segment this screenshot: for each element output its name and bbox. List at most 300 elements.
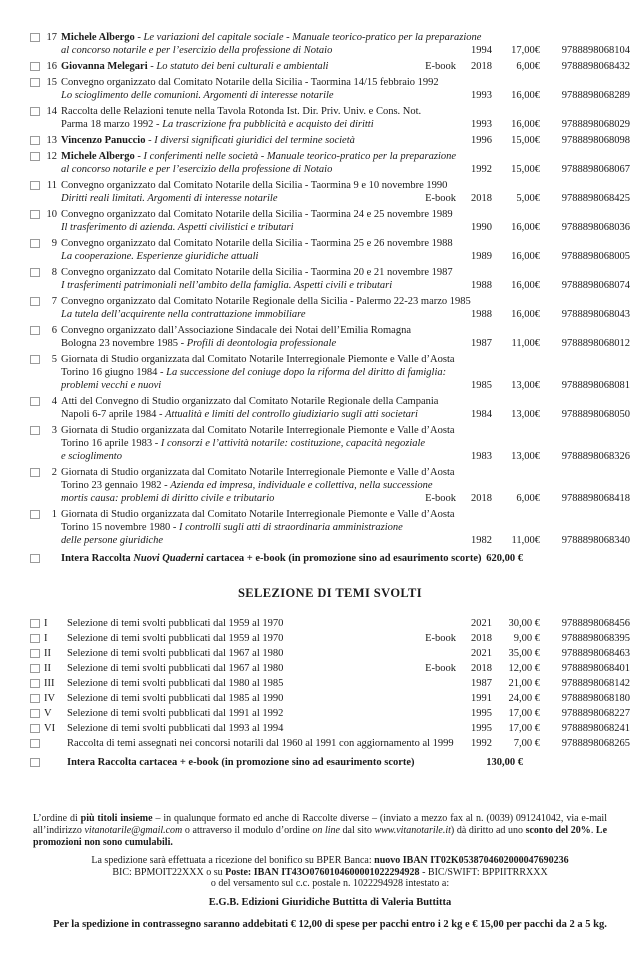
- item-last-line: [61, 379, 630, 392]
- catalog-summary: [30, 552, 630, 565]
- item-title-line: [61, 408, 456, 421]
- item-title-line: [61, 44, 456, 57]
- item-checkbox[interactable]: [30, 468, 40, 477]
- catalog-item-16: [30, 60, 630, 73]
- item-last-line: [61, 534, 630, 547]
- text-segment: Giornata di Studio organizzata dal Comitato Notarile Interregionale Piemonte e Valle d’Aosta: [61, 509, 455, 520]
- summary-price: 130,00 €: [486, 757, 523, 768]
- text-segment: I controlli sugli atti di straordinaria amministrazione: [178, 522, 403, 533]
- summary-line: [67, 756, 630, 770]
- year-value: 1993: [471, 90, 492, 101]
- text-segment: www.vitanotarile.it: [374, 825, 451, 836]
- catalog-item-6: [30, 324, 630, 350]
- isbn-value: 9788898068050: [561, 409, 630, 420]
- year-value: 1982: [471, 535, 492, 546]
- price-value: 16,00€: [511, 222, 540, 233]
- item-title-line: [61, 179, 630, 192]
- item-title-line: [61, 89, 456, 102]
- text-segment: Convegno organizzato dall’Associazione Sindacale dei Notai dell’Emilia Romagna: [61, 325, 411, 336]
- text-segment: Michele Albergo: [61, 32, 135, 43]
- text-segment: Le promozioni non sono cumulabili.: [33, 825, 608, 848]
- text-segment: Giornata di Studio organizzata dal Comitato Notarile Interregionale Piemonte e Valle d’Aosta: [61, 354, 455, 365]
- item-checkbox[interactable]: [30, 152, 40, 161]
- item-last-line: [67, 677, 630, 691]
- format-label: E-book: [425, 193, 456, 204]
- text-segment: I diversi significati giuridici del termine società: [154, 135, 355, 146]
- catalog-item-9: [30, 237, 630, 263]
- catalog-item-17: [30, 31, 630, 57]
- item-checkbox[interactable]: [30, 181, 40, 190]
- price-value: 6,00€: [516, 61, 540, 72]
- item-title-line: [61, 308, 456, 321]
- year-value: 1987: [471, 338, 492, 349]
- item-last-line: [67, 692, 630, 706]
- selection-summary: [30, 756, 630, 770]
- text-segment: on line: [312, 825, 340, 836]
- price-value: 17,00 €: [508, 708, 540, 719]
- item-checkbox[interactable]: [30, 297, 40, 306]
- item-last-line: [61, 118, 630, 131]
- catalog-item-2: [30, 466, 630, 505]
- price-value: 12,00 €: [508, 663, 540, 674]
- item-number: 5: [51, 354, 57, 365]
- item-checkbox[interactable]: [30, 739, 40, 748]
- item-title-line: [61, 163, 456, 176]
- isbn-value: 9788898068142: [561, 678, 630, 689]
- item-last-line: [61, 279, 630, 292]
- item-checkbox[interactable]: [30, 724, 40, 733]
- item-title-line: [61, 395, 630, 408]
- item-title-line: Raccolta di temi assegnati nei concorsi notarili dal 1960 al 1991 con aggiornamento al 1999: [67, 738, 454, 749]
- price-value: 21,00 €: [508, 678, 540, 689]
- selection-section-title: SELEZIONE DI TEMI SVOLTI: [237, 586, 423, 600]
- text-segment: -: [134, 32, 144, 43]
- isbn-value: 9788898068401: [561, 663, 630, 674]
- year-value: 1995: [471, 723, 492, 734]
- format-label: E-book: [425, 493, 456, 504]
- selection-item-IV: [30, 692, 630, 706]
- price-value: 16,00€: [511, 90, 540, 101]
- price-value: 5,00€: [516, 193, 540, 204]
- item-last-line: [61, 450, 630, 463]
- text-segment: I trasferimenti patrimoniali nell’ambito della famiglia. Aspetti civili e tributari: [61, 280, 393, 291]
- year-value: 2018: [471, 663, 492, 674]
- text-segment: Intera Raccolta: [61, 553, 134, 564]
- item-last-line: [61, 308, 630, 321]
- catalog-item-5: [30, 353, 630, 392]
- text-segment: al concorso notarile e per l’esercizio della professione di Notaio: [61, 164, 333, 175]
- catalog-item-10: [30, 208, 630, 234]
- year-value: 1994: [471, 45, 492, 56]
- item-title-line: Selezione di temi svolti pubblicati dal 1959 al 1970: [67, 633, 284, 644]
- price-value: 7,00 €: [513, 738, 540, 749]
- item-number: 9: [51, 238, 57, 249]
- item-checkbox[interactable]: [30, 709, 40, 718]
- text-segment: La tutela dell’acquirente nella contrattazione immobiliare: [61, 309, 306, 320]
- item-title-line: [61, 105, 630, 118]
- year-value: 2018: [471, 493, 492, 504]
- text-segment: Raccolta delle Relazioni tenute nella Tavola Rotonda Ist. Dir. Priv. Univ. e Cons. Not.: [61, 106, 422, 117]
- item-title-line: [61, 450, 456, 463]
- text-segment: La successione del coniuge dopo la riforma del diritto di famiglia:: [166, 367, 447, 378]
- selection-item-II: [30, 662, 630, 676]
- item-number: 11: [46, 180, 57, 191]
- isbn-value: 9788898068074: [561, 280, 630, 291]
- item-number: 7: [51, 296, 57, 307]
- catalog-item-15: [30, 76, 630, 102]
- text-segment: Torino 15 novembre 1980 -: [61, 522, 179, 533]
- year-value: 1992: [471, 164, 492, 175]
- item-checkbox[interactable]: [30, 136, 40, 145]
- summary-label: [67, 756, 486, 770]
- text-segment: e scioglimento: [61, 451, 122, 462]
- text-segment: Poste: IBAN IT43O0760104600001022294928: [225, 866, 420, 878]
- price-value: 16,00€: [511, 309, 540, 320]
- text-segment: Convegno organizzato dal Comitato Notarile della Sicilia - Taormina 14/15 febbraio 1992: [61, 77, 439, 88]
- price-value: 17,00 €: [508, 723, 540, 734]
- item-last-line: [67, 647, 630, 661]
- item-checkbox[interactable]: [30, 649, 40, 658]
- item-title-line: Selezione di temi svolti pubblicati dal 1967 al 1980: [67, 648, 284, 659]
- item-body: [61, 76, 630, 102]
- price-value: 15,00€: [511, 164, 540, 175]
- catalog-item-1: [30, 508, 630, 547]
- item-checkbox[interactable]: [30, 397, 40, 406]
- text-segment: Michele Albergo: [61, 151, 135, 162]
- selection-item-list: [30, 617, 630, 751]
- text-segment: Convegno organizzato dal Comitato Notarile della Sicilia - Taormina 9 e 10 novembre 1990: [61, 180, 448, 191]
- selection-section: [30, 617, 630, 770]
- year-value: 1995: [471, 708, 492, 719]
- isbn-value: 9788898068227: [561, 708, 630, 719]
- item-title-line: [61, 221, 456, 234]
- item-checkbox[interactable]: [30, 326, 40, 335]
- selection-item-V: [30, 707, 630, 721]
- isbn-value: 9788898068432: [561, 61, 630, 72]
- catalog-item-4: [30, 395, 630, 421]
- item-title-line: [61, 353, 630, 366]
- year-value: 2021: [471, 648, 492, 659]
- year-value: 1988: [471, 280, 492, 291]
- isbn-value: 9788898068043: [561, 309, 630, 320]
- item-title-line: [61, 534, 456, 547]
- catalog-item-8: [30, 266, 630, 292]
- text-segment: -: [134, 151, 144, 162]
- item-checkbox[interactable]: [30, 33, 40, 42]
- item-body: [61, 208, 630, 234]
- price-value: 13,00€: [511, 380, 540, 391]
- price-value: 11,00€: [511, 338, 540, 349]
- price-value: 9,00 €: [513, 633, 540, 644]
- item-body: [61, 237, 630, 263]
- item-title-line: [61, 279, 456, 292]
- item-body: [61, 179, 630, 205]
- item-last-line: [67, 722, 630, 736]
- text-segment: La cooperazione. Esperienze giuridiche attuali: [61, 251, 259, 262]
- text-segment: - BIC/SWIFT: BPPIITRRXXX: [419, 866, 548, 878]
- year-value: 2018: [471, 633, 492, 644]
- item-checkbox[interactable]: [30, 78, 40, 87]
- item-body: [67, 707, 630, 721]
- item-title-line: [61, 31, 630, 44]
- text-segment: delle persone giuridiche: [61, 535, 164, 546]
- summary-label: [61, 552, 486, 565]
- text-segment: Giornata di Studio organizzata dal Comitato Notarile Interregionale Piemonte e Valle d’Aosta: [61, 425, 455, 436]
- text-segment: Intera Raccolta cartacea + e-book (in promozione sino ad esaurimento scorte): [67, 757, 415, 768]
- item-checkbox[interactable]: [30, 510, 40, 519]
- isbn-value: 9788898068098: [561, 135, 630, 146]
- item-last-line: [61, 192, 630, 205]
- item-title-line: [61, 337, 456, 350]
- item-number: III: [44, 678, 55, 689]
- text-segment: dal sito: [339, 825, 375, 836]
- text-segment: mortis causa: problemi di diritto civile e tributario: [61, 493, 275, 504]
- text-segment: -: [145, 135, 155, 146]
- year-value: 1987: [471, 678, 492, 689]
- text-segment: -: [147, 61, 157, 72]
- item-last-line: [67, 617, 630, 631]
- year-value: 1988: [471, 309, 492, 320]
- item-number: 13: [46, 135, 57, 146]
- cod-shipping-note: Per la spedizione in contrassegno saranno addebitati € 12,00 di spese per pacchi entro i 2 kg e € 15,00 per pacchi da 2 a 5 kg.: [53, 918, 607, 930]
- isbn-value: 9788898068456: [561, 618, 630, 629]
- year-value: 1989: [471, 251, 492, 262]
- item-last-line: [61, 492, 630, 505]
- isbn-value: 9788898068418: [561, 493, 630, 504]
- item-body: [67, 737, 630, 751]
- item-body: [67, 662, 630, 676]
- item-title-line: Selezione di temi svolti pubblicati dal 1991 al 1992: [67, 708, 284, 719]
- price-value: 13,00€: [511, 451, 540, 462]
- item-last-line: [67, 632, 630, 646]
- isbn-value: 9788898068340: [561, 535, 630, 546]
- item-body: [61, 508, 630, 547]
- payment-line: [30, 878, 630, 890]
- item-checkbox[interactable]: [30, 426, 40, 435]
- catalog-item-11: [30, 179, 630, 205]
- item-title-line: Selezione di temi svolti pubblicati dal 1980 al 1985: [67, 678, 284, 689]
- item-checkbox[interactable]: [30, 239, 40, 248]
- summary-price: 620,00 €: [486, 553, 523, 564]
- summary-line: [61, 552, 630, 565]
- text-segment: problemi vecchi e nuovi: [61, 380, 162, 391]
- item-title-line: [61, 208, 630, 221]
- item-number: 2: [51, 467, 57, 478]
- item-body: [67, 632, 630, 646]
- isbn-value: 9788898068241: [561, 723, 630, 734]
- item-title-line: [61, 466, 630, 479]
- item-title-line: [61, 192, 425, 205]
- item-number: 1: [51, 509, 57, 520]
- price-value: 11,00€: [511, 535, 540, 546]
- catalog-item-13: [30, 134, 630, 147]
- year-value: 1990: [471, 222, 492, 233]
- item-checkbox[interactable]: [30, 268, 40, 277]
- format-label: E-book: [425, 61, 456, 72]
- selection-item-III: [30, 677, 630, 691]
- item-checkbox[interactable]: [30, 679, 40, 688]
- text-segment: Lo scioglimento delle comunioni. Argomenti di interesse notarile: [61, 90, 334, 101]
- item-checkbox[interactable]: [30, 758, 40, 767]
- catalog-summary-row: [30, 552, 630, 565]
- item-number: 3: [51, 425, 57, 436]
- text-segment: Attualità e limiti del controllo giudiziario sugli atti societari: [165, 409, 418, 420]
- item-last-line: [67, 737, 630, 751]
- year-value: 1985: [471, 380, 492, 391]
- selection-item-8: [30, 737, 630, 751]
- item-checkbox[interactable]: [30, 107, 40, 116]
- isbn-value: 9788898068180: [561, 693, 630, 704]
- price-value: 16,00€: [511, 280, 540, 291]
- text-segment: Napoli 6-7 aprile 1984 -: [61, 409, 166, 420]
- item-title-line: [61, 237, 630, 250]
- text-segment: La trascrizione fra pubblicità e acquisto dei diritti: [162, 119, 374, 130]
- price-value: 13,00€: [511, 409, 540, 420]
- text-segment: o attraverso il modulo d’ordine: [182, 825, 313, 836]
- item-number: IV: [44, 693, 56, 704]
- item-number: II: [44, 648, 51, 659]
- item-number: 10: [46, 209, 57, 220]
- text-segment: Atti del Convegno di Studio organizzato dal Comitato Notarile Regionale della Campania: [61, 396, 439, 407]
- item-last-line: [67, 707, 630, 721]
- isbn-value: 9788898068326: [561, 451, 630, 462]
- isbn-value: 9788898068067: [561, 164, 630, 175]
- catalog-item-12: [30, 150, 630, 176]
- text-segment: L’ordine di: [33, 813, 81, 824]
- item-body: [61, 266, 630, 292]
- item-checkbox[interactable]: [30, 694, 40, 703]
- item-title-line: [61, 266, 630, 279]
- item-title-line: Selezione di temi svolti pubblicati dal 1993 al 1994: [67, 723, 284, 734]
- footer: [30, 813, 630, 930]
- order-terms-paragraph: [33, 813, 607, 849]
- item-title-line: Selezione di temi svolti pubblicati dal 1959 al 1970: [67, 618, 284, 629]
- item-body: [61, 424, 630, 463]
- selection-item-I: [30, 632, 630, 646]
- item-checkbox[interactable]: [30, 355, 40, 364]
- isbn-value: 9788898068463: [561, 648, 630, 659]
- item-checkbox[interactable]: [30, 634, 40, 643]
- text-segment: Azienda ed impresa, individuale e collettiva, nella successione: [170, 480, 433, 491]
- isbn-value: 9788898068005: [561, 251, 630, 262]
- item-body: [61, 353, 630, 392]
- payment-line: [30, 867, 630, 879]
- item-number: 4: [51, 396, 57, 407]
- selection-item-VI: [30, 722, 630, 736]
- item-number: 12: [46, 151, 57, 162]
- item-checkbox[interactable]: [30, 619, 40, 628]
- isbn-value: 9788898068265: [561, 738, 630, 749]
- isbn-value: 9788898068029: [561, 119, 630, 130]
- year-value: 1991: [471, 693, 492, 704]
- item-body: [61, 150, 630, 176]
- item-title-line: [61, 521, 630, 534]
- item-title-line: Selezione di temi svolti pubblicati dal 1967 al 1980: [67, 663, 284, 674]
- item-checkbox[interactable]: [30, 210, 40, 219]
- item-last-line: [61, 134, 630, 147]
- item-title-line: [61, 379, 456, 392]
- item-title-line: [61, 150, 630, 163]
- catalog-item-list: [30, 31, 630, 547]
- price-value: 24,00 €: [508, 693, 540, 704]
- text-segment: ) dà diritto ad uno: [450, 825, 526, 836]
- text-segment: Convegno organizzato dal Comitato Notarile Regionale della Sicilia - Palermo 22-23 marzo 1985: [61, 296, 471, 307]
- item-number: 17: [46, 32, 57, 43]
- item-title-line: [61, 76, 630, 89]
- text-segment: BIC: BPMOIT22XXX o su: [112, 866, 226, 878]
- item-checkbox[interactable]: [30, 554, 40, 563]
- text-segment: nuovo IBAN IT02K0538704602000047690236: [374, 855, 569, 866]
- item-last-line: [61, 89, 630, 102]
- text-segment: Diritti reali limitati. Argomenti di interesse notarile: [61, 193, 278, 204]
- text-segment: – in qualunque formato ed anche di Raccolte diverse – (inviato a mezzo fax al n. (0039) 091241042, via e-mail all’indirizzo: [33, 813, 607, 836]
- item-checkbox[interactable]: [30, 664, 40, 673]
- item-body: [61, 134, 630, 147]
- year-value: 1983: [471, 451, 492, 462]
- price-value: 16,00€: [511, 119, 540, 130]
- item-body: [61, 395, 630, 421]
- item-number: 15: [46, 77, 57, 88]
- item-body: [67, 756, 630, 770]
- item-body: [67, 722, 630, 736]
- item-last-line: [61, 250, 630, 263]
- price-value: 16,00€: [511, 251, 540, 262]
- text-segment: Bologna 23 novembre 1985 -: [61, 338, 187, 349]
- year-value: 1992: [471, 738, 492, 749]
- text-segment: Torino 16 giugno 1984 -: [61, 367, 167, 378]
- item-last-line: [61, 60, 630, 73]
- text-segment: Giovanna Melegari: [61, 61, 148, 72]
- item-number: 14: [46, 106, 57, 117]
- item-number: 16: [46, 61, 57, 72]
- item-title-line: [61, 437, 630, 450]
- text-segment: Torino 23 gennaio 1982 -: [61, 480, 171, 491]
- year-value: 2021: [471, 618, 492, 629]
- text-segment: Profili di deontologia professionale: [186, 338, 337, 349]
- item-body: [61, 105, 630, 131]
- text-segment: Il trasferimento di azienda. Aspetti civilistici e tributari: [61, 222, 294, 233]
- price-value: 6,00€: [516, 493, 540, 504]
- isbn-value: 9788898068104: [561, 45, 630, 56]
- payment-info-block: [30, 855, 630, 890]
- isbn-value: 9788898068012: [561, 338, 630, 349]
- text-segment: Convegno organizzato dal Comitato Notarile della Sicilia - Taormina 25 e 26 novembre 1988: [61, 238, 453, 249]
- catalog-item-7: [30, 295, 630, 321]
- item-body: [67, 647, 630, 661]
- item-title-line: [61, 324, 630, 337]
- item-title-line: [61, 60, 425, 73]
- item-body: [61, 466, 630, 505]
- text-segment: o del versamento sul c.c. postale n. 1022294928 intestato a:: [210, 878, 450, 889]
- item-title-line: [61, 295, 630, 308]
- item-number: VI: [44, 723, 56, 734]
- item-number: I: [44, 633, 48, 644]
- text-segment: Convegno organizzato dal Comitato Notarile della Sicilia - Taormina 24 e 25 novembre 1989: [61, 209, 453, 220]
- item-checkbox[interactable]: [30, 62, 40, 71]
- item-title-line: [61, 118, 456, 131]
- text-segment: sconto del 20%: [525, 825, 591, 836]
- item-title-line: Selezione di temi svolti pubblicati dal 1985 al 1990: [67, 693, 284, 704]
- text-segment: al concorso notarile e per l’esercizio della professione di Notaio: [61, 45, 333, 56]
- payment-line: [30, 855, 630, 867]
- format-label: E-book: [425, 663, 456, 674]
- item-title-line: [61, 508, 630, 521]
- item-body: [67, 617, 630, 631]
- item-body: [61, 31, 630, 57]
- item-last-line: [61, 408, 630, 421]
- item-body: [67, 692, 630, 706]
- isbn-value: 9788898068289: [561, 90, 630, 101]
